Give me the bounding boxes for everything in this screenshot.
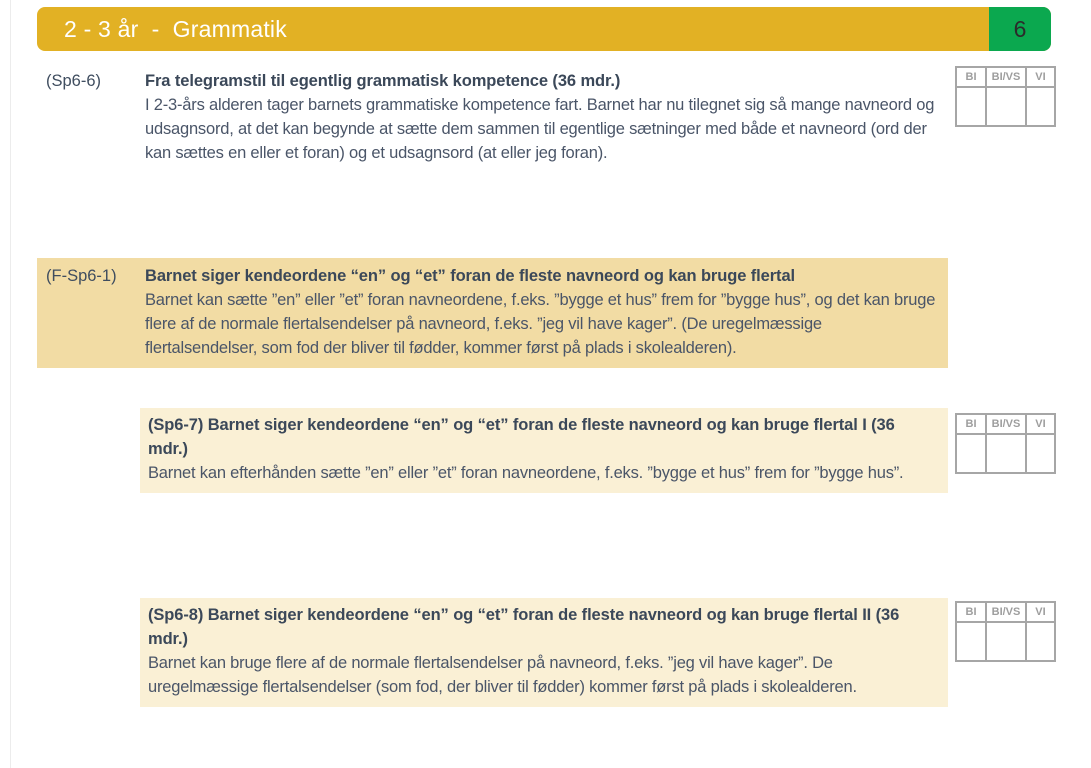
section-f-sp6-1-content [145, 264, 938, 360]
section-sp6-8 [140, 598, 948, 707]
section-sp6-7-body: Barnet kan efterhånden sætte ”en” eller ”et” foran navneordene, f.eks. ”bygge et hus” frem for ”bygge hus”. [148, 464, 904, 482]
rating-input-cell-bivs[interactable] [986, 87, 1026, 126]
rating-header-bi: BI [956, 602, 986, 622]
rating-header-vi: VI [1026, 67, 1055, 87]
page-number-badge [989, 7, 1051, 51]
section-sp6-8-title: (Sp6-8) Barnet siger kendeordene “en” og “et” foran de fleste navneord og kan bruge flertal II (36 mdr.) [148, 606, 900, 648]
section-sp6-6-label: (Sp6-6) [46, 72, 102, 90]
section-sp6-6-title: Fra telegramstil til egentlig grammatisk kompetence (36 mdr.) [145, 72, 621, 90]
rating-header-bivs: BI/VS [986, 414, 1026, 434]
rating-input-cell-bi[interactable] [956, 434, 986, 473]
header-bar [37, 7, 1051, 51]
rating-header-bi: BI [956, 414, 986, 434]
rating-input-cell-bi[interactable] [956, 87, 986, 126]
section-sp6-6 [145, 69, 937, 165]
section-f-sp6-1-body: Barnet kan sætte ”en” eller ”et” foran navneordene, f.eks. ”bygge et hus” frem for ”bygge hus”, og det kan bruge flere af de normale flertalsendelser på navneord, f.eks. ”jeg vil have kager”. (De uregelmæssige flertalsendelser, som fod der bliver til fødder, kommer først på plads i skolealderen). [145, 291, 936, 357]
rating-input-cell-bivs[interactable] [986, 622, 1026, 661]
section-sp6-7-title: (Sp6-7) Barnet siger kendeordene “en” og “et” foran de fleste navneord og kan bruge flertal I (36 mdr.) [148, 416, 895, 458]
rating-table-sp6-8 [955, 601, 1056, 662]
section-f-sp6-1-label: (F-Sp6-1) [46, 267, 117, 285]
section-f-sp6-1 [37, 258, 948, 368]
page-number: 6 [1013, 15, 1027, 42]
rating-table-input-row [956, 622, 1055, 661]
rating-input-cell-bivs[interactable] [986, 434, 1026, 473]
rating-table-input-row [956, 87, 1055, 126]
rating-header-vi: VI [1026, 414, 1055, 434]
rating-input-cell-vi[interactable] [1026, 87, 1055, 126]
page-title: 2 - 3 år - Grammatik [64, 16, 287, 42]
rating-input-cell-vi[interactable] [1026, 434, 1055, 473]
section-f-sp6-1-title: Barnet siger kendeordene “en” og “et” foran de fleste navneord og kan bruge flertal [145, 267, 796, 285]
rating-header-bivs: BI/VS [986, 602, 1026, 622]
rating-table-header-row [956, 602, 1055, 622]
rating-table-header-row [956, 67, 1055, 87]
page-left-border [10, 0, 11, 768]
rating-table-sp6-7 [955, 413, 1056, 474]
rating-table-input-row [956, 434, 1055, 473]
rating-table-sp6-6 [955, 66, 1056, 127]
rating-input-cell-bi[interactable] [956, 622, 986, 661]
rating-table-header-row [956, 414, 1055, 434]
section-sp6-7 [140, 408, 948, 493]
rating-input-cell-vi[interactable] [1026, 622, 1055, 661]
section-sp6-8-body: Barnet kan bruge flere af de normale flertalsendelser på navneord, f.eks. ”jeg vil have kager”. De uregelmæssige flertalsendelser (som fod, der bliver til fødder) kommer først på plads i skolealderen. [148, 654, 857, 696]
rating-header-bivs: BI/VS [986, 67, 1026, 87]
rating-header-vi: VI [1026, 602, 1055, 622]
section-sp6-6-body: I 2-3-års alderen tager barnets grammatiske kompetence fart. Barnet har nu tilegnet sig så mange navneord og udsagnsord, at det kan begynde at sætte dem sammen til egentlige sætninger med både et navneord (ord der kan sættes en eller et foran) og et udsagnsord (at eller jeg foran). [145, 96, 935, 162]
rating-header-bi: BI [956, 67, 986, 87]
